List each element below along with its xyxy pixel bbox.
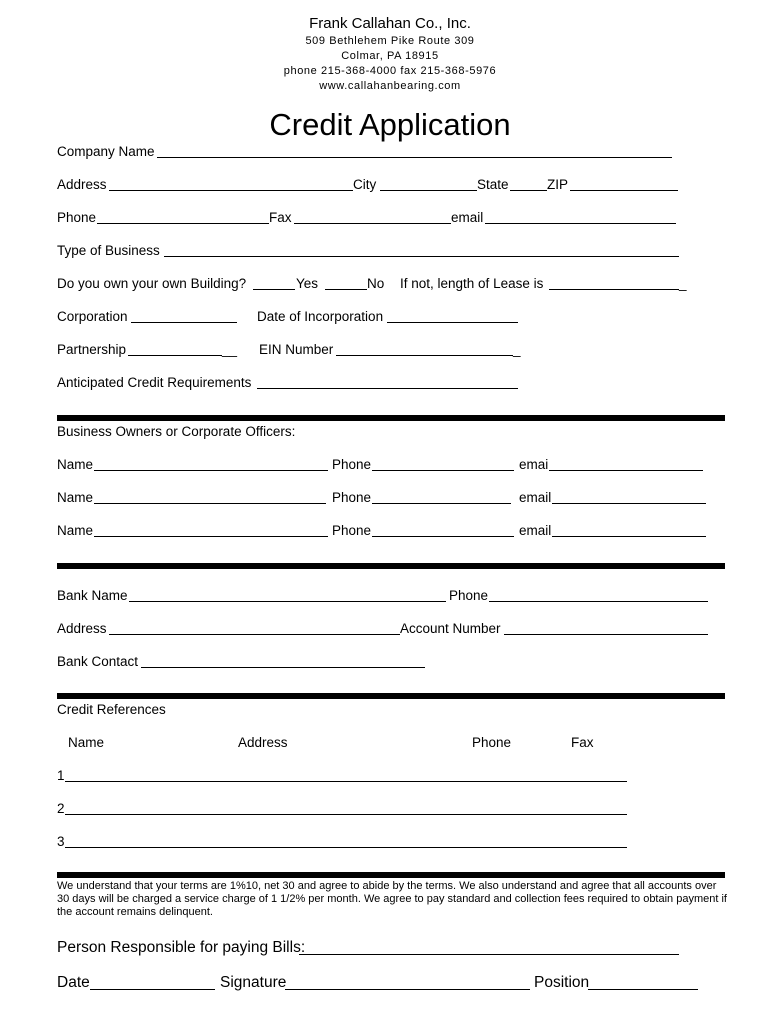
own-building-label: Do you own your own Building? [57, 276, 247, 291]
zip-field[interactable] [570, 176, 678, 191]
email-field[interactable] [485, 209, 676, 224]
bank-address-label: Address [57, 621, 107, 636]
city-field[interactable] [380, 176, 477, 191]
owner-name-label: Name [57, 523, 94, 538]
city-label: City [353, 177, 377, 192]
bank-contact-field[interactable] [141, 653, 425, 668]
date-of-incorporation-field[interactable] [387, 308, 518, 323]
section-divider [57, 693, 725, 699]
lease-field[interactable] [549, 275, 679, 290]
company-city-state: Colmar, PA 18915 [341, 50, 439, 62]
lease-trailing: _ [679, 276, 687, 291]
reference-number: 1 [57, 768, 65, 783]
signature-label: Signature [220, 974, 287, 991]
phone-label: Phone [57, 210, 97, 225]
phone-field[interactable] [97, 209, 269, 224]
type-of-business-field[interactable] [164, 242, 679, 257]
page-title: Credit Application [269, 107, 511, 142]
fax-label: Fax [269, 210, 292, 225]
partnership-field[interactable] [128, 341, 222, 356]
company-website: www.callahanbearing.com [319, 80, 461, 92]
owner-name-label: Name [57, 457, 94, 472]
state-field[interactable] [510, 176, 547, 191]
partnership-trailing: __ [222, 342, 238, 357]
section-divider [57, 872, 725, 878]
owner-name-label: Name [57, 490, 94, 505]
person-responsible-field[interactable] [299, 938, 679, 955]
owner-phone-label: Phone [332, 457, 372, 472]
bank-name-field[interactable] [129, 587, 446, 602]
yes-label: Yes [296, 276, 319, 291]
terms-text: We understand that your terms are 1%10, net 30 and agree to abide by the terms. We also understand and agree that all accounts over 30 days will be charged a service charge of 1 1/2% per month. We agree to pay standard and collection fees required to obtain payment if the account remains delinquent. [57, 880, 727, 918]
account-number-label: Account Number [400, 621, 501, 636]
reference-number: 3 [57, 834, 65, 849]
owner-phone-field[interactable] [372, 456, 514, 471]
address-field[interactable] [109, 176, 353, 191]
company-name-header: Frank Callahan Co., Inc. [309, 15, 471, 32]
owner-phone-field[interactable] [372, 489, 511, 504]
corporation-field[interactable] [131, 308, 237, 323]
company-street: 509 Bethlehem Pike Route 309 [305, 35, 475, 47]
owner-email-label: email [519, 523, 552, 538]
address-label: Address [57, 177, 107, 192]
signature-field[interactable] [285, 973, 530, 990]
company-name-label: Company Name [57, 144, 155, 159]
ein-number-label: EIN Number [259, 342, 334, 357]
bank-phone-label: Phone [449, 588, 489, 603]
owner-email-field[interactable] [552, 522, 706, 537]
no-label: No [367, 276, 385, 291]
reference-number: 2 [57, 801, 65, 816]
anticipated-credit-field[interactable] [257, 374, 518, 389]
owner-name-field[interactable] [94, 522, 328, 537]
owner-email-label: emai [519, 457, 549, 472]
section-divider [57, 415, 725, 421]
company-name-field[interactable] [157, 143, 672, 158]
company-phone-fax: phone 215-368-4000 fax 215-368-5976 [283, 65, 497, 77]
references-section-title: Credit References [57, 702, 166, 717]
bank-name-label: Bank Name [57, 588, 128, 603]
account-number-field[interactable] [504, 620, 708, 635]
partnership-label: Partnership [57, 342, 127, 357]
reference-phone-column: Phone [472, 735, 512, 750]
anticipated-credit-label: Anticipated Credit Requirements [57, 375, 252, 390]
owners-section-title: Business Owners or Corporate Officers: [57, 424, 296, 439]
ein-number-field[interactable] [336, 341, 513, 356]
bank-phone-field[interactable] [489, 587, 708, 602]
owner-email-label: email [519, 490, 552, 505]
owner-name-field[interactable] [94, 489, 326, 504]
lease-label: If not, length of Lease is [400, 276, 544, 291]
corporation-label: Corporation [57, 309, 128, 324]
date-label: Date [57, 974, 90, 991]
reference-field[interactable] [65, 833, 627, 848]
date-field[interactable] [90, 973, 215, 990]
section-divider [57, 563, 725, 569]
reference-field[interactable] [65, 800, 627, 815]
ein-trailing: _ [513, 342, 521, 357]
reference-field[interactable] [65, 767, 627, 782]
state-label: State [477, 177, 509, 192]
no-field[interactable] [325, 275, 367, 290]
owner-phone-label: Phone [332, 490, 372, 505]
yes-field[interactable] [253, 275, 295, 290]
reference-address-column: Address [238, 735, 288, 750]
date-of-incorporation-label: Date of Incorporation [257, 309, 384, 324]
type-of-business-label: Type of Business [57, 243, 160, 258]
owner-email-field[interactable] [552, 489, 706, 504]
bank-contact-label: Bank Contact [57, 654, 139, 669]
letterhead [0, 14, 770, 94]
position-field[interactable] [588, 973, 698, 990]
person-responsible-label: Person Responsible for paying Bills: [57, 939, 306, 956]
bank-address-field[interactable] [109, 620, 400, 635]
owner-phone-label: Phone [332, 523, 372, 538]
owner-name-field[interactable] [94, 456, 328, 471]
reference-fax-column: Fax [571, 735, 594, 750]
fax-field[interactable] [294, 209, 451, 224]
reference-name-column: Name [68, 735, 105, 750]
position-label: Position [534, 974, 590, 991]
email-label: email [451, 210, 484, 225]
owner-email-field[interactable] [549, 456, 703, 471]
owner-phone-field[interactable] [372, 522, 514, 537]
zip-label: ZIP [547, 177, 569, 192]
